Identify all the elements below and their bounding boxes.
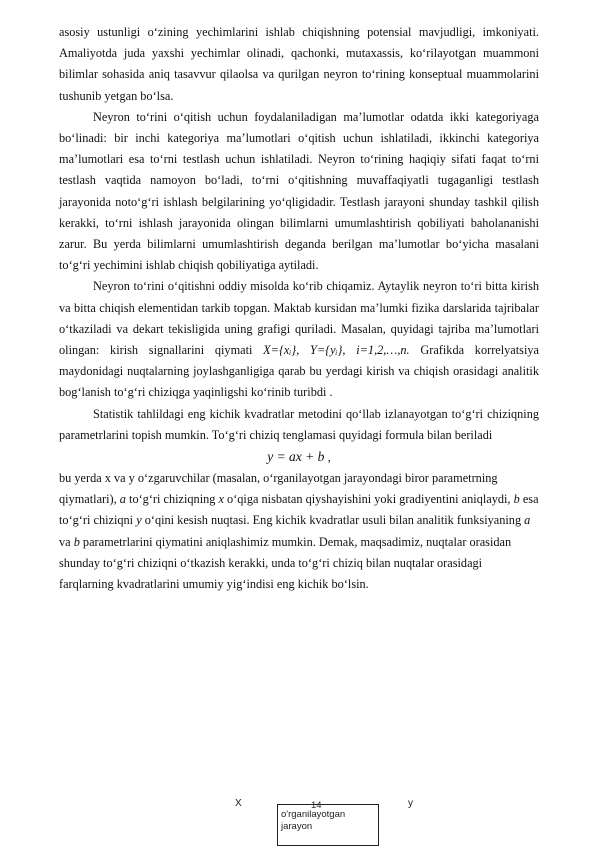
math-b: b [73, 534, 80, 549]
text-run: va [59, 534, 74, 549]
text-run: o‘qiga nisbatan qiyshayishini yoki gradiyentini aniqlaydi, [223, 492, 514, 507]
text-run: o‘qini kesish nuqtasi. Eng kichik kvadratlar usuli bilan analitik funksiyaning [141, 513, 525, 528]
math-x: x [218, 492, 224, 507]
math-y: y [136, 513, 142, 528]
math-a: a [119, 492, 126, 507]
document-page [59, 22, 539, 595]
process-box [277, 804, 379, 846]
line-equation [59, 446, 539, 468]
text-run: parametrlarini qiymatini aniqlashimiz mumkin. Demak, maqsadimiz, nuqtalar orasidan shunday to‘g‘ri chiziqni o‘tkazish kerakki, unda to‘g‘ri chiziq bilan nuqtalar orasidagi farqlarning kvadratlarini umumiy yig‘indisi eng kichik bo‘lsin. [59, 534, 512, 592]
paragraph-intro: asosiy ustunligi o‘zining yechimlarini ishlab chiqishning potensial mavjudligi, imkoniyati. Amaliyotda juda yaxshi yechimlar olinadi, qachonki, mutaxassis, ko‘rilayotgan muammoni bilimlar sohasida aniq tasavvur qilaolsa va qurilgan neyron to‘rining konseptual muammolarini tushunib yetgan bo‘lsa. [59, 25, 539, 103]
text-run: esa to‘g‘ri chiziqni [59, 492, 539, 528]
line-equation-expression: y = ax + b [267, 449, 325, 465]
diagram-input-label: X [235, 798, 242, 809]
paragraph-simple-example [59, 276, 539, 403]
math-b: b [513, 492, 520, 507]
paragraph-data-categories: Neyron to‘rini o‘qitish uchun foydalaniladigan ma’lumotlar odatda ikki kategoriyaga bo‘linadi: bir inchi kategoriya ma’lumotlari o‘qitish uchun ishlatiladi, ikkinchi kategoriya ma’lumotlari esa to‘rni testlash uchun ishlatiladi. Neyron to‘rining haqiqiy sifati faqat to‘rni testlash vaqtida namoyon bo‘ladi, to‘rni o‘qitishning muvaffaqiyatli tugaganligi testlash jarayonida noto‘g‘ri ishlash belgilarining yo‘qligidadir. Testlash jarayoni shunday tashkil qilish kerakki, to‘rni ishlash jarayonida olingan bilimlarni umumlashtirish qobiliyati baholananishi zarur. Bu yerda bilimlarni umumlashtirish deganda berilgan ma’lumotlar bo‘yicha masalani to‘g‘ri yechimini ishlab chiqish qobiliyatiga aytiladi. [59, 109, 539, 273]
paragraph-simple-example-text-a: Neyron to‘rini o‘qitishni oddiy misolda ko‘rib chiqamiz. Aytaylik neyron to‘ri bitta kirish va bitta chiqish elementidan tarkib topgan. Maktab kursidan ma’lumki fizika darslarida tajribalar o‘tkaziladi va dekart tekisligida uning grafigi quriladi. Masalan, quyidagi tajriba ma’lumotlari olingan: kirish signallarini qiymati [59, 279, 539, 358]
diagram-output-label: y [408, 798, 413, 809]
math-a: a [524, 513, 531, 528]
diagram-box-number: 14 [311, 800, 322, 811]
line-equation-comma: , [327, 450, 331, 465]
process-box-label: o'rganilayotgan jarayon [281, 809, 346, 832]
text-run: bu yerda x va y o‘zgaruvchilar (masalan, o‘rganilayotgan jarayondagi biror parametrning qiymatlari), [59, 471, 498, 507]
paragraph-parameters [59, 468, 539, 595]
text-run: to‘g‘ri chiziqning [125, 492, 219, 507]
paragraph-least-squares: Statistik tahlildagi eng kichik kvadratlar metodini qo‘llab izlanayotgan to‘g‘ri chiziqning parametrlarini topish mumkin. To‘g‘ri chiziq tenglamasi quyidagi formula bilan beriladi [59, 406, 539, 442]
paragraph-simple-example-text-b: Grafikda korrelyatsiya maydonidagi nuqtalarning joylashganligiga qarab bu yerdagi kirish va chiqish orasidagi analitik bog‘lanish to‘g‘ri chiziqga yaqinligshi ko‘rinib turibdi . [59, 343, 539, 400]
inline-math-sets: X={xᵢ}, Y={yᵢ}, i=1,2,…,n. [263, 343, 410, 358]
